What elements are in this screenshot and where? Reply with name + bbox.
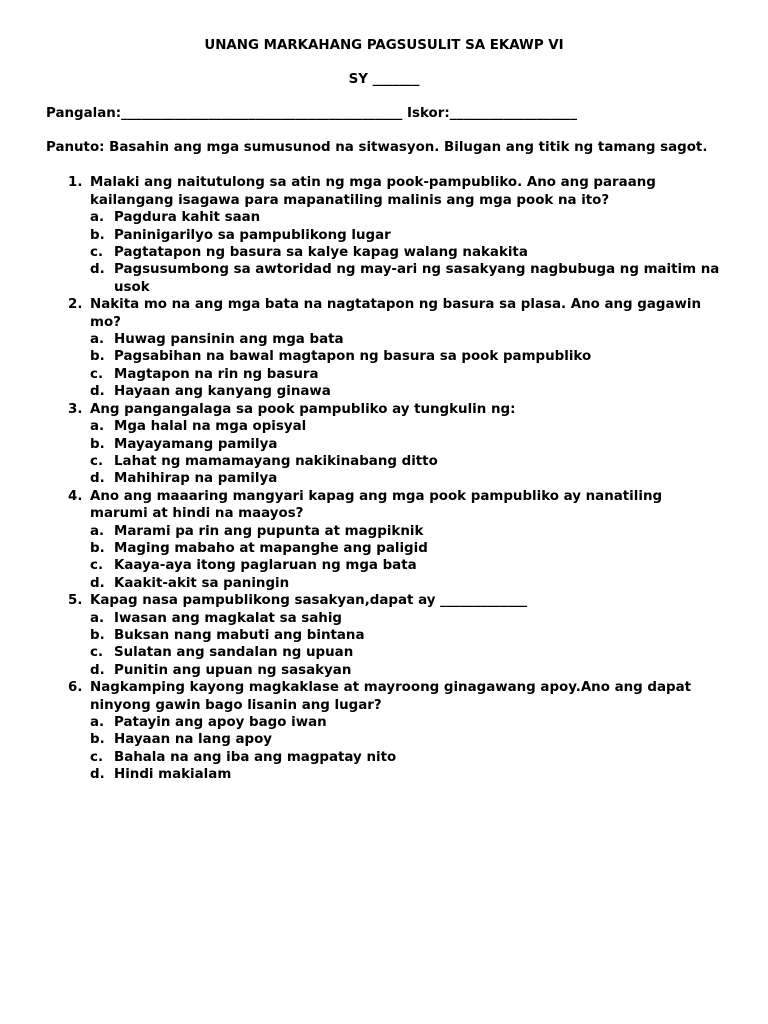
- choice-text: Buksan nang mabuti ang bintana: [114, 627, 365, 643]
- choice-letter: a.: [90, 523, 105, 539]
- question-number: 6.: [68, 680, 83, 696]
- choice-letter: b.: [90, 436, 105, 452]
- choice-item[interactable]: [90, 331, 722, 348]
- choice-text: Pagtatapon ng basura sa kalye kapag walang nakakita: [114, 245, 528, 261]
- question-number: 1.: [68, 175, 83, 191]
- question-item: [46, 296, 722, 400]
- choice-text: Lahat ng mamamayang nakikinabang ditto: [114, 453, 438, 469]
- choice-text: Punitin ang upuan ng sasakyan: [114, 662, 352, 678]
- instructions: Panuto: Basahin ang mga sumusunod na sitwasyon. Bilugan ang titik ng tamang sagot.: [46, 140, 708, 155]
- school-year-line: SY _______: [348, 72, 420, 87]
- choice-item[interactable]: [90, 436, 722, 453]
- choice-letter: d.: [90, 471, 105, 487]
- choice-item[interactable]: [90, 348, 722, 365]
- choice-text: Paninigarilyo sa pampublikong lugar: [114, 227, 391, 243]
- choice-letter: c.: [90, 245, 104, 261]
- choice-letter: c.: [90, 645, 104, 661]
- choice-item[interactable]: [90, 610, 722, 627]
- choice-item[interactable]: [90, 244, 722, 261]
- choice-letter: d.: [90, 384, 105, 400]
- choice-item[interactable]: [90, 227, 722, 244]
- choice-text: Hayaan na lang apoy: [114, 732, 273, 748]
- choice-text: Hindi makialam: [114, 767, 232, 783]
- choice-list: [90, 714, 722, 784]
- choice-letter: b.: [90, 540, 105, 556]
- choice-item[interactable]: [90, 470, 722, 487]
- question-text: Kapag nasa pampublikong sasakyan,dapat ay _____________: [90, 593, 528, 609]
- choice-text: Hayaan ang kanyang ginawa: [114, 384, 331, 400]
- question-item: [46, 592, 722, 679]
- choice-letter: d.: [90, 662, 105, 678]
- choice-letter: a.: [90, 332, 105, 348]
- question-text: Malaki ang naitutulong sa atin ng mga pook-pampubliko. Ano ang paraang kailangang isagawa para mapanatiling malinis ang mga pook na ito?: [90, 175, 656, 208]
- choice-item[interactable]: [90, 557, 722, 574]
- choice-item[interactable]: [90, 662, 722, 679]
- choice-letter: b.: [90, 227, 105, 243]
- choice-letter: b.: [90, 732, 105, 748]
- choice-letter: b.: [90, 627, 105, 643]
- choice-text: Mga halal na mga opisyal: [114, 419, 307, 435]
- choice-text: Maging mabaho at mapanghe ang paligid: [114, 540, 428, 556]
- choice-letter: a.: [90, 715, 105, 730]
- choice-item[interactable]: [90, 453, 722, 470]
- choice-item[interactable]: [90, 766, 722, 783]
- choice-item[interactable]: [90, 261, 722, 296]
- choice-item[interactable]: [90, 731, 722, 748]
- question-text: Nakita mo na ang mga bata na nagtatapon ng basura sa plasa. Ano ang gagawin mo?: [90, 297, 702, 330]
- choice-item[interactable]: [90, 627, 722, 644]
- choice-item[interactable]: [90, 749, 722, 766]
- choice-item[interactable]: [90, 523, 722, 540]
- question-list: [46, 174, 722, 783]
- question-number: 3.: [68, 401, 83, 417]
- choice-list: [90, 209, 722, 296]
- choice-item[interactable]: [90, 366, 722, 383]
- question-text: Nagkamping kayong magkaklase at mayroong ginagawang apoy.Ano ang dapat ninyong gawin bago lisanin ang lugar?: [90, 680, 692, 713]
- choice-text: Kaakit-akit sa paningin: [114, 575, 290, 591]
- question-item: [46, 401, 722, 488]
- choice-list: [90, 418, 722, 488]
- question-item: [46, 488, 722, 592]
- choice-text: Patayin ang apoy bago iwan: [114, 715, 327, 730]
- choice-letter: c.: [90, 366, 104, 382]
- choice-text: Pagsusumbong sa awtoridad ng may-ari ng sasakyang nagbubuga ng maitim na usok: [114, 262, 720, 295]
- choice-letter: a.: [90, 610, 105, 626]
- choice-text: Mayayamang pamilya: [114, 436, 278, 452]
- name-score-line: Pangalan:__________________________________________ Iskor:___________________: [46, 106, 577, 121]
- choice-item[interactable]: [90, 714, 722, 731]
- choice-letter: b.: [90, 349, 105, 365]
- choice-letter: d.: [90, 575, 105, 591]
- choice-letter: c.: [90, 749, 104, 765]
- question-item: [46, 679, 722, 783]
- choice-item[interactable]: [90, 383, 722, 400]
- choice-text: Sulatan ang sandalan ng upuan: [114, 645, 354, 661]
- choice-text: Huwag pansinin ang mga bata: [114, 332, 344, 348]
- choice-letter: d.: [90, 767, 105, 783]
- choice-item[interactable]: [90, 540, 722, 557]
- choice-text: Iwasan ang magkalat sa sahig: [114, 610, 342, 626]
- choice-item[interactable]: [90, 209, 722, 226]
- choice-text: Pagdura kahit saan: [114, 210, 261, 226]
- choice-letter: a.: [90, 210, 105, 226]
- choice-list: [90, 331, 722, 401]
- choice-letter: d.: [90, 262, 105, 278]
- choice-item[interactable]: [90, 418, 722, 435]
- choice-letter: c.: [90, 453, 104, 469]
- question-item: [46, 174, 722, 296]
- question-text: Ang pangangalaga sa pook pampubliko ay tungkulin ng:: [90, 401, 516, 417]
- choice-text: Kaaya-aya itong paglaruan ng mga bata: [114, 558, 417, 574]
- choice-list: [90, 610, 722, 680]
- question-number: 2.: [68, 297, 83, 313]
- choice-letter: c.: [90, 558, 104, 574]
- choice-letter: a.: [90, 419, 105, 435]
- choice-item[interactable]: [90, 575, 722, 592]
- question-number: 5.: [68, 593, 83, 609]
- question-number: 4.: [68, 488, 83, 504]
- choice-text: Mahihirap na pamilya: [114, 471, 278, 487]
- choice-text: Marami pa rin ang pupunta at magpiknik: [114, 523, 424, 539]
- choice-text: Bahala na ang iba ang magpatay nito: [114, 749, 397, 765]
- choice-item[interactable]: [90, 644, 722, 661]
- question-text: Ano ang maaaring mangyari kapag ang mga pook pampubliko ay nanatiling marumi at hindi na maayos?: [90, 488, 663, 522]
- choice-text: Magtapon na rin ng basura: [114, 366, 319, 382]
- choice-text: Pagsabihan na bawal magtapon ng basura sa pook pampubliko: [114, 349, 592, 365]
- choice-list: [90, 523, 722, 593]
- document-title: UNANG MARKAHANG PAGSUSULIT SA EKAWP VI: [204, 38, 564, 53]
